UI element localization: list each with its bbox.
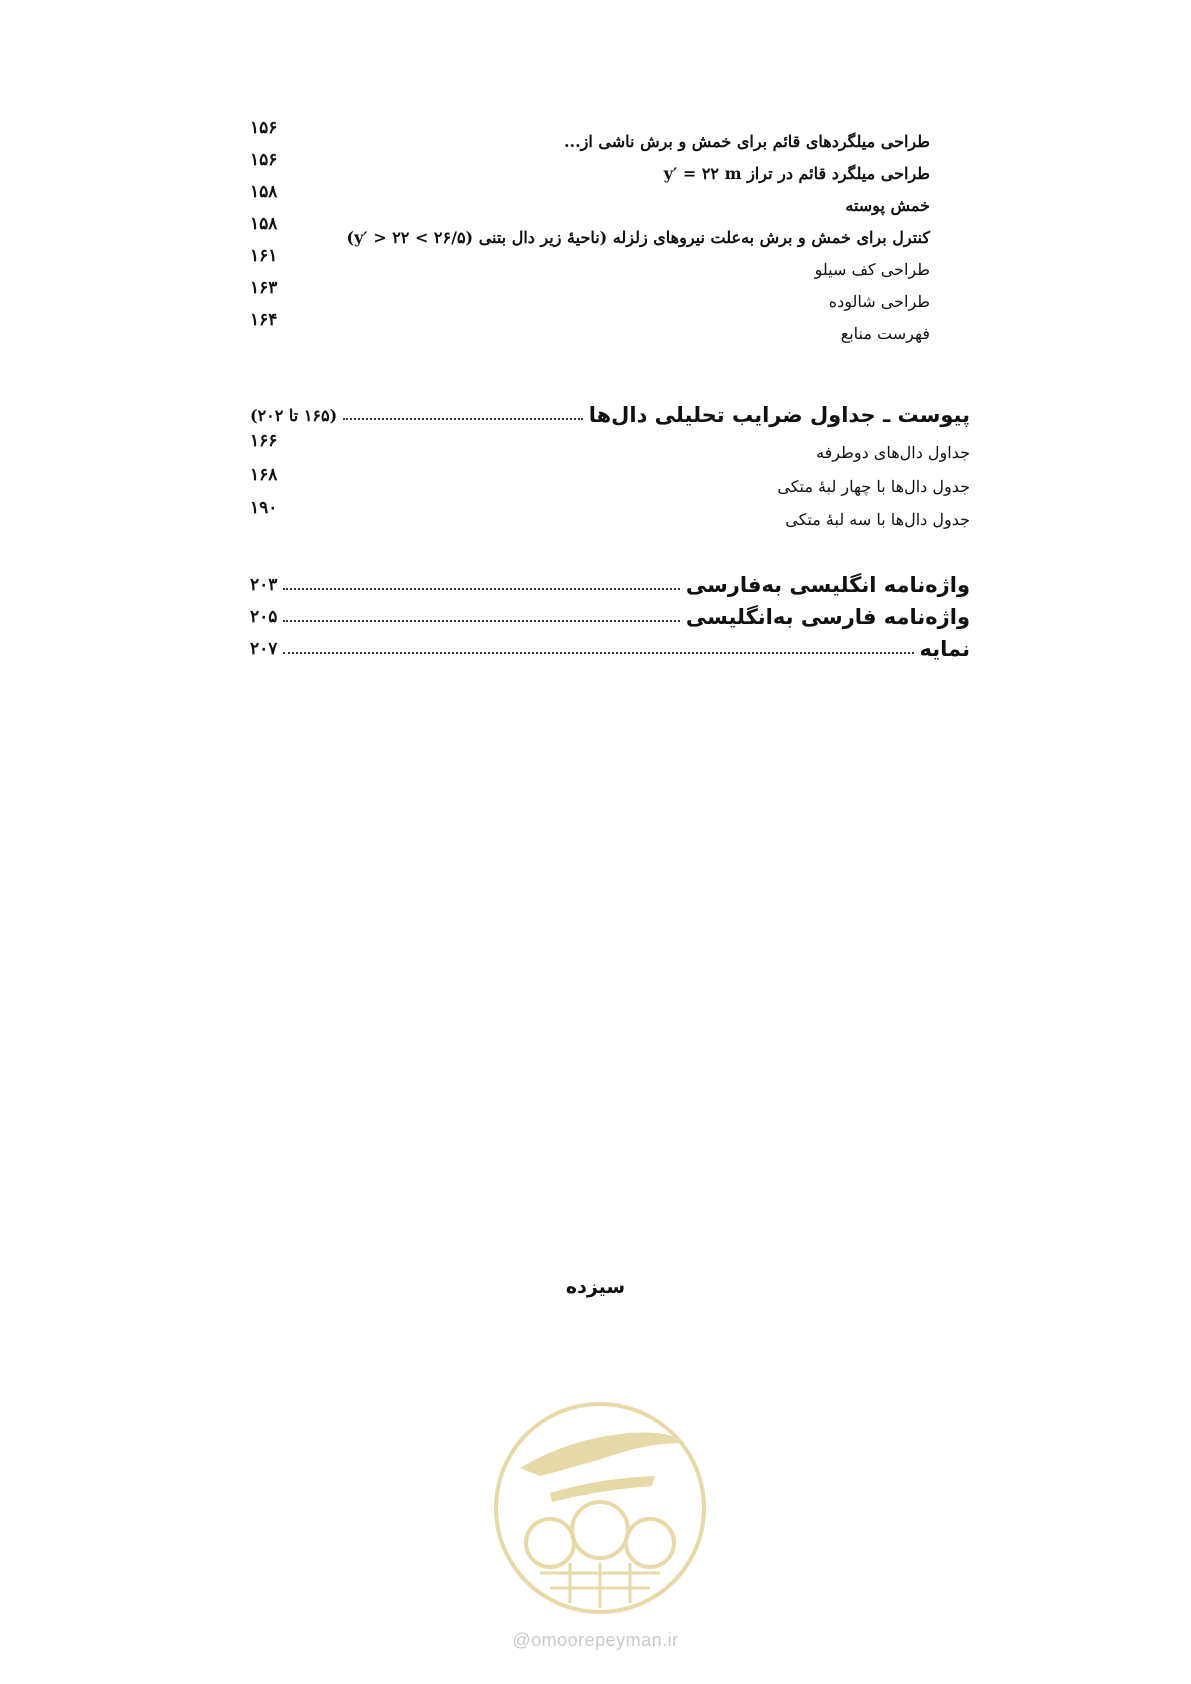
dot-leader (283, 620, 679, 622)
toc-entry-title: واژه‌نامه انگلیسی به‌فارسی (685, 573, 970, 597)
toc-entry-title: خمش پوسته (845, 196, 930, 215)
toc-entry[interactable] (250, 214, 930, 247)
toc-page-number: ۱۶۶ (250, 431, 278, 451)
dot-leader (283, 588, 679, 590)
toc-entry[interactable] (250, 431, 970, 462)
toc-page-number: ۱۵۸ (250, 182, 278, 202)
toc-page-number: ۲۰۵ (250, 607, 278, 627)
watermark-url: @omoorepeyman.ir (512, 1630, 679, 1650)
toc-page-number: ۲۰۳ (250, 575, 278, 595)
toc-entry[interactable] (250, 465, 970, 496)
page-number-label: سیزده (565, 1276, 626, 1298)
toc-entry[interactable] (250, 498, 970, 529)
toc-entry[interactable] (250, 246, 930, 279)
toc-page-number: ۱۵۶ (250, 118, 278, 138)
toc-page-number: ۱۵۸ (250, 214, 278, 234)
toc-entry-title: جدول دال‌ها با سه لبهٔ متکی (785, 510, 970, 529)
toc-page-number: ۱۹۰ (250, 498, 278, 518)
watermark-seal-logo (480, 1398, 720, 1618)
toc-entry-title: طراحی کف سیلو (814, 260, 930, 279)
toc-entry[interactable] (250, 150, 930, 183)
toc-entry-title: جدول دال‌ها با چهار لبهٔ متکی (777, 477, 970, 496)
toc-entry-title: کنترل برای خمش و برش به‌علت نیروهای زلزله (ناحیهٔ زیر دال بتنی (۲۶/۵ > y′ > ۲۲) (346, 228, 930, 247)
toc-entry[interactable] (250, 182, 930, 215)
toc-entry-title: واژه‌نامه فارسی به‌انگلیسی (685, 605, 970, 629)
toc-entry[interactable] (250, 278, 930, 311)
toc-page-number: ۱۶۸ (250, 465, 278, 485)
toc-entry-title: فهرست منابع (840, 324, 930, 343)
toc-page-number: ۱۶۱ (250, 246, 278, 266)
toc-entry-title: جداول دال‌های دوطرفه (816, 443, 970, 462)
toc-entry-major[interactable] (250, 573, 970, 597)
toc-page-number: ۱۵۶ (250, 150, 278, 170)
toc-page-number: ۲۰۷ (250, 639, 278, 659)
dot-leader (343, 418, 583, 420)
toc-entry-title: نمایه (919, 637, 970, 661)
toc-appendix-heading[interactable] (250, 403, 970, 427)
toc-page-number: ۱۶۳ (250, 278, 278, 298)
toc-entry[interactable] (250, 310, 930, 343)
toc-entry-major[interactable] (250, 605, 970, 629)
toc-page-number: ۱۶۴ (250, 310, 278, 330)
dot-leader (283, 652, 913, 654)
toc-entry-title: طراحی میلگرد قائم در تراز y′ = ۲۲ m (663, 164, 930, 183)
toc-appendix-title: پیوست ـ جداول ضرایب تحلیلی دال‌ها (588, 403, 970, 427)
toc-entry[interactable] (250, 118, 930, 151)
toc-page-range: (۱۶۵ تا ۲۰۲) (250, 405, 338, 425)
toc-entry-title: طراحی میلگردهای قائم برای خمش و برش ناشی از... (563, 132, 930, 151)
toc-entry-title: طراحی شالوده (828, 292, 930, 311)
toc-entry-major[interactable] (250, 637, 970, 661)
